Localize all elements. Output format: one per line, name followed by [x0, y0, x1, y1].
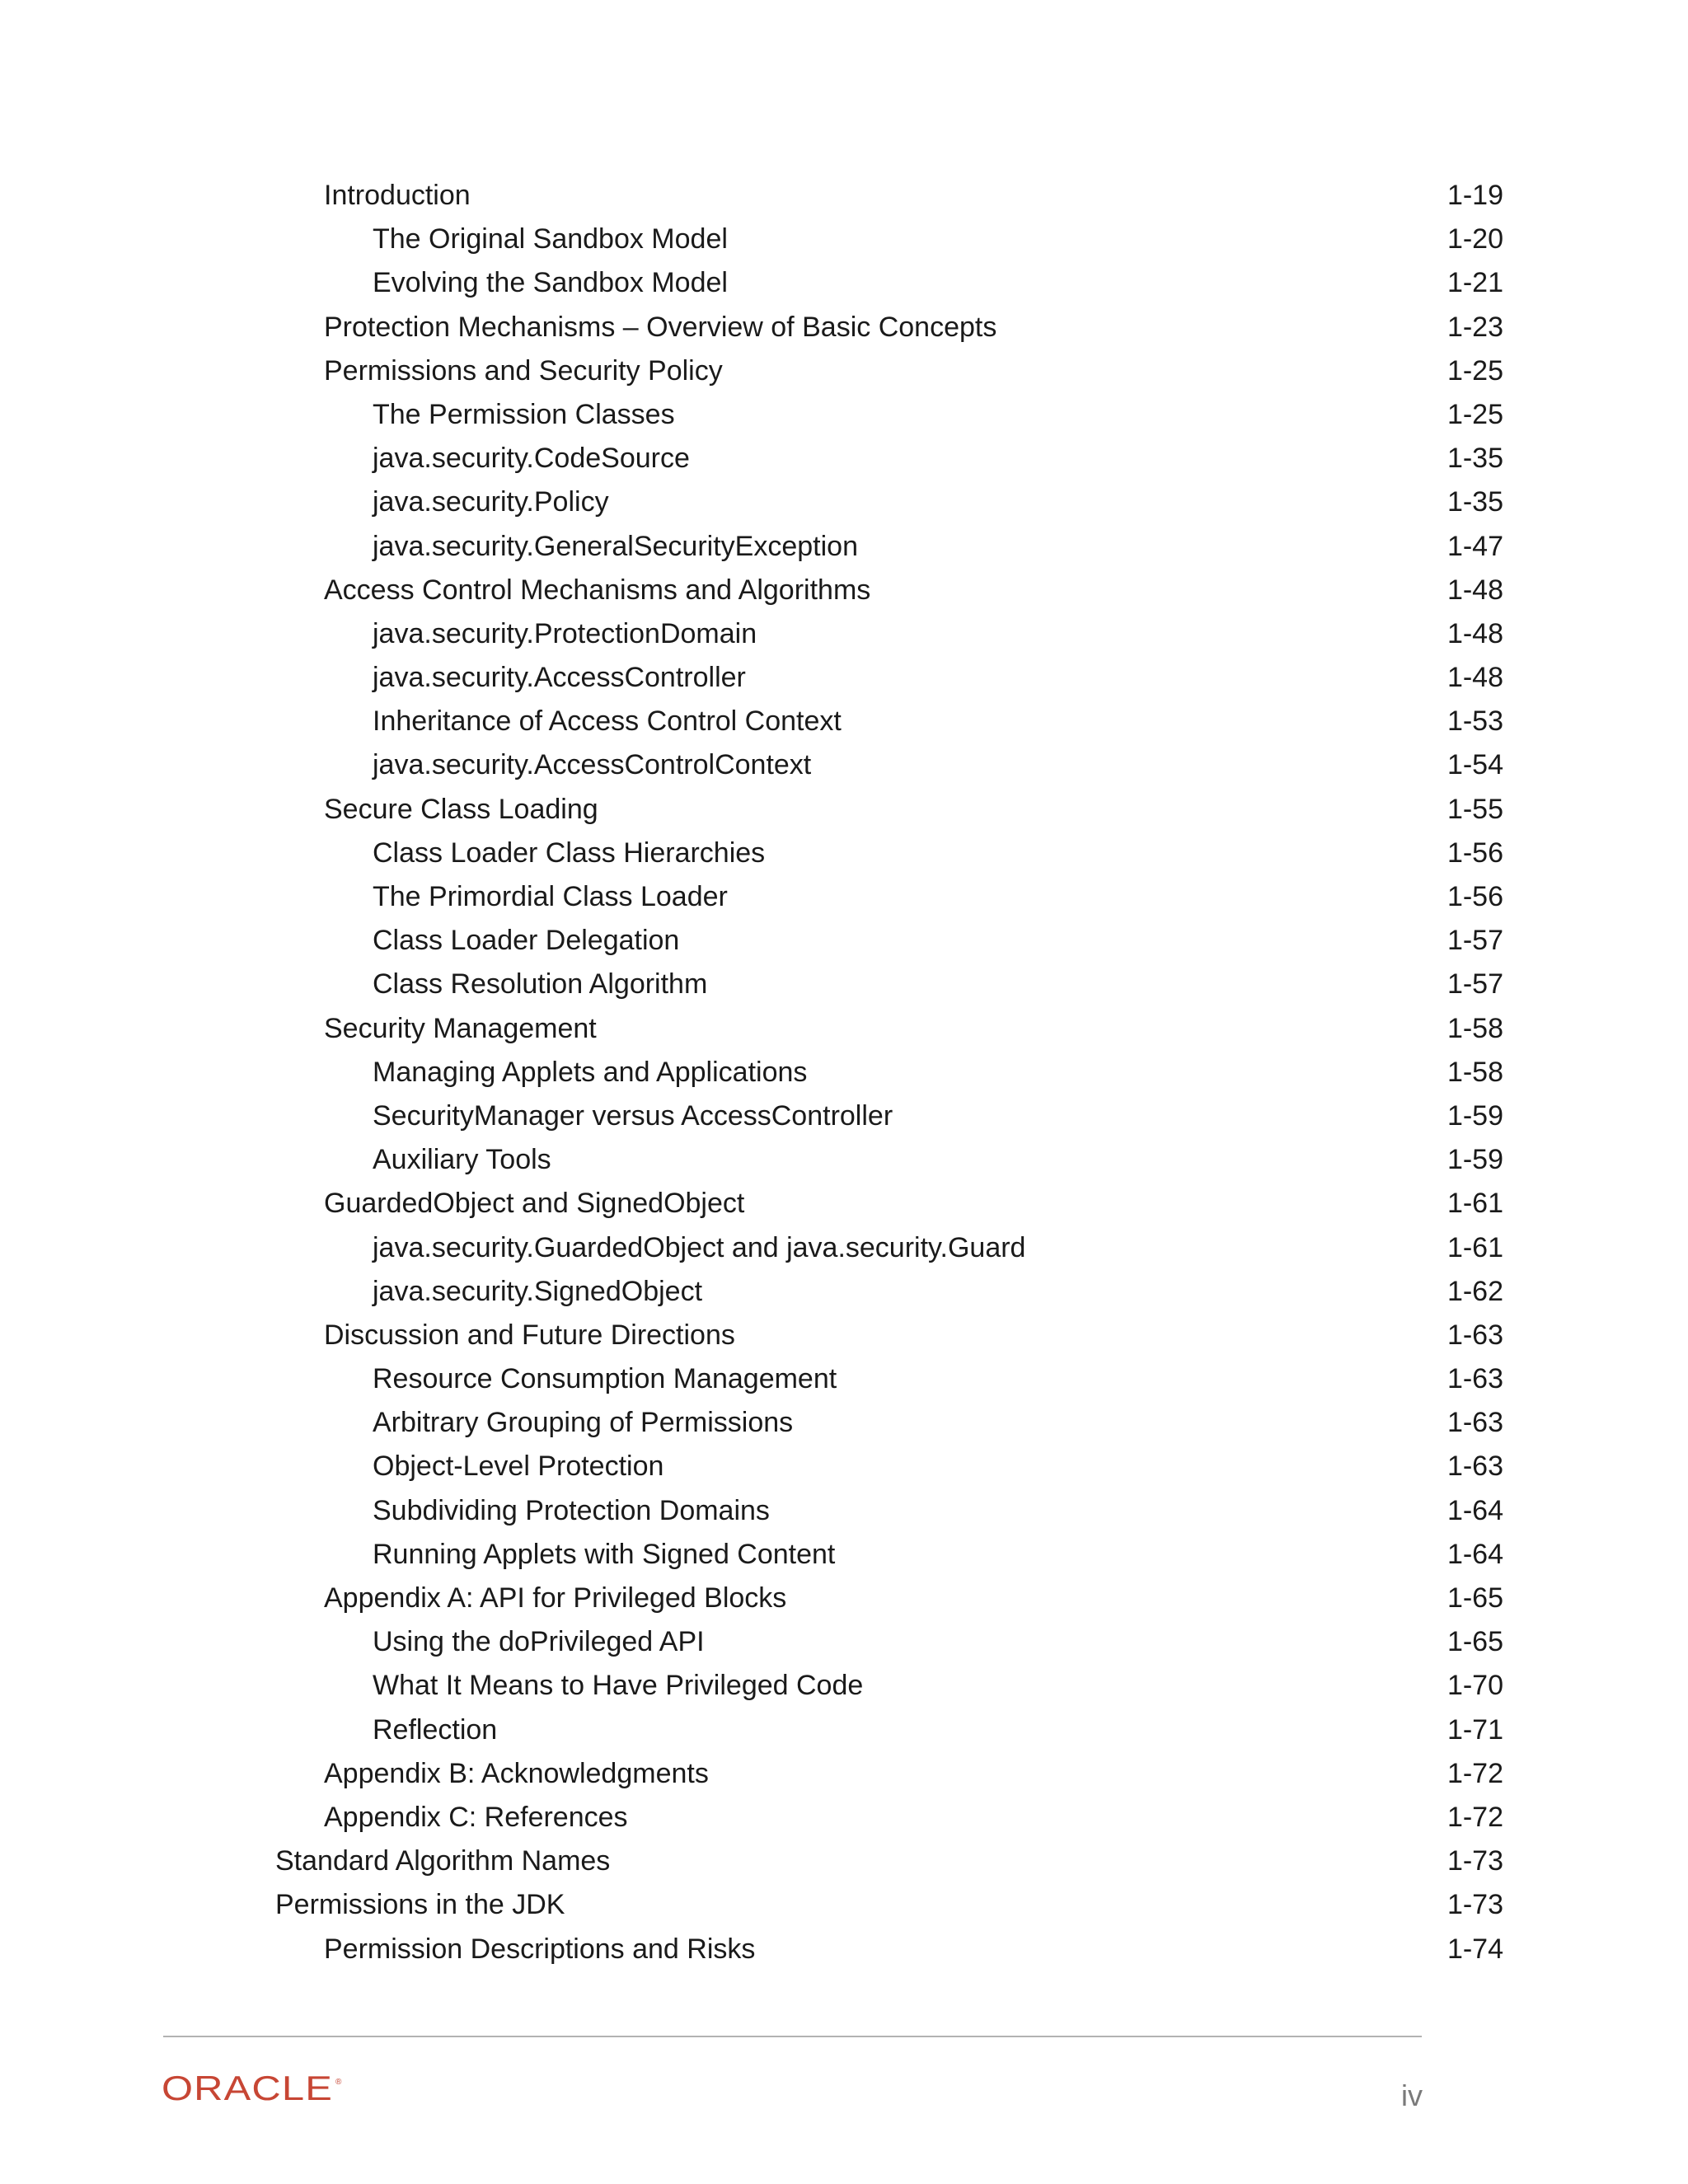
toc-entry[interactable]: [0, 569, 1688, 612]
toc-entry-title[interactable]: Running Applets with Signed Content: [373, 1538, 836, 1570]
toc-entry-title[interactable]: Permissions in the JDK: [275, 1889, 565, 1921]
toc-entry-title[interactable]: Resource Consumption Management: [373, 1363, 837, 1395]
toc-entry-title[interactable]: java.security.CodeSource: [373, 443, 690, 475]
toc-entry-page[interactable]: 1-63: [1447, 1451, 1503, 1483]
toc-entry-page[interactable]: 1-71: [1447, 1713, 1503, 1746]
toc-entry-page[interactable]: 1-56: [1447, 837, 1503, 869]
toc-entry[interactable]: [0, 480, 1688, 524]
toc-entry-title[interactable]: java.security.ProtectionDomain: [373, 617, 757, 649]
toc-entry-page[interactable]: 1-63: [1447, 1407, 1503, 1439]
toc-entry[interactable]: [0, 437, 1688, 480]
toc-entry-title[interactable]: Appendix B: Acknowledgments: [324, 1757, 709, 1789]
toc-entry-page[interactable]: 1-47: [1447, 530, 1503, 562]
toc-entry[interactable]: [0, 349, 1688, 393]
toc-entry-page[interactable]: 1-72: [1447, 1801, 1503, 1833]
toc-entry-page[interactable]: 1-48: [1447, 574, 1503, 606]
toc-entry[interactable]: [0, 1182, 1688, 1226]
oracle-logo-icon: [162, 2074, 346, 2102]
toc-entry[interactable]: [0, 1094, 1688, 1138]
toc-entry[interactable]: [0, 1226, 1688, 1270]
toc-entry-title[interactable]: What It Means to Have Privileged Code: [373, 1670, 864, 1702]
toc-entry-title[interactable]: Class Loader Class Hierarchies: [373, 837, 766, 869]
toc-entry-page[interactable]: 1-53: [1447, 705, 1503, 738]
toc-entry-page[interactable]: 1-19: [1447, 180, 1503, 211]
toc-entry-title[interactable]: Secure Class Loading: [324, 793, 598, 825]
toc-entry[interactable]: [0, 1840, 1688, 1883]
toc-entry-title[interactable]: java.security.SignedObject: [373, 1275, 703, 1307]
toc-entry-title[interactable]: The Original Sandbox Model: [373, 223, 728, 255]
toc-entry-title[interactable]: Inheritance of Access Control Context: [373, 705, 842, 738]
toc-entry[interactable]: [0, 1401, 1688, 1445]
toc-entry[interactable]: [0, 788, 1688, 832]
toc-entry-page[interactable]: 1-35: [1447, 486, 1503, 518]
toc-entry-page[interactable]: 1-21: [1447, 267, 1503, 299]
toc-entry-page[interactable]: 1-56: [1447, 881, 1503, 912]
toc-entry-title[interactable]: Security Management: [324, 1012, 597, 1044]
toc-entry-title[interactable]: java.security.Policy: [373, 486, 609, 518]
toc-entry[interactable]: [0, 174, 1688, 218]
toc-entry[interactable]: [0, 1708, 1688, 1752]
toc-entry[interactable]: [0, 1664, 1688, 1708]
toc-entry-page[interactable]: 1-25: [1447, 398, 1503, 430]
toc-entry[interactable]: [0, 1007, 1688, 1051]
toc-entry-page[interactable]: 1-59: [1447, 1144, 1503, 1176]
toc-entry[interactable]: [0, 1928, 1688, 1971]
toc-entry-page[interactable]: 1-59: [1447, 1099, 1503, 1132]
toc-entry-page[interactable]: 1-65: [1447, 1626, 1503, 1658]
toc-entry-title[interactable]: Access Control Mechanisms and Algorithms: [324, 574, 871, 606]
toc-entry-page[interactable]: 1-64: [1447, 1538, 1503, 1570]
toc-entry-title[interactable]: Using the doPrivileged API: [373, 1626, 705, 1658]
toc-entry-page[interactable]: 1-25: [1447, 354, 1503, 387]
toc-entry-title[interactable]: SecurityManager versus AccessController: [373, 1099, 893, 1132]
toc-entry[interactable]: [0, 1270, 1688, 1314]
toc-entry[interactable]: [0, 393, 1688, 437]
toc-entry-page[interactable]: 1-48: [1447, 662, 1503, 694]
toc-entry-title[interactable]: Arbitrary Grouping of Permissions: [373, 1407, 794, 1439]
toc-entry-page[interactable]: 1-70: [1447, 1670, 1503, 1702]
toc-entry-page[interactable]: 1-61: [1447, 1188, 1503, 1220]
toc-entry-page[interactable]: 1-23: [1447, 311, 1503, 343]
toc-entry-title[interactable]: java.security.GuardedObject and java.security.Guard: [373, 1231, 1026, 1263]
toc-entry-page[interactable]: 1-74: [1447, 1933, 1503, 1965]
toc-entry-page[interactable]: 1-72: [1447, 1757, 1503, 1789]
toc-entry[interactable]: [0, 1489, 1688, 1533]
oracle-logo: [162, 2074, 346, 2102]
toc-entry-title[interactable]: Discussion and Future Directions: [324, 1319, 735, 1351]
toc-entry-page[interactable]: 1-48: [1447, 617, 1503, 649]
toc-entry-title[interactable]: Reflection: [373, 1713, 498, 1746]
toc-entry-title[interactable]: Protection Mechanisms – Overview of Basic Concepts: [324, 311, 997, 343]
toc-entry-page[interactable]: 1-61: [1447, 1231, 1503, 1263]
toc-entry[interactable]: [0, 1445, 1688, 1488]
toc-entry[interactable]: [0, 1138, 1688, 1182]
toc-entry[interactable]: [0, 1752, 1688, 1796]
page-number: iv: [1401, 2079, 1423, 2112]
toc-entry-page[interactable]: 1-73: [1447, 1889, 1503, 1921]
toc-entry-title[interactable]: Class Resolution Algorithm: [373, 968, 708, 1001]
toc-entry-page[interactable]: 1-55: [1447, 793, 1503, 825]
toc-entry[interactable]: [0, 1620, 1688, 1664]
toc-entry[interactable]: [0, 1314, 1688, 1357]
toc-entry-title[interactable]: Subdividing Protection Domains: [373, 1494, 770, 1526]
toc-entry[interactable]: [0, 919, 1688, 963]
toc-entry[interactable]: [0, 743, 1688, 787]
footer-divider: [163, 2036, 1422, 2037]
toc-entry[interactable]: [0, 700, 1688, 743]
toc-entry-page[interactable]: 1-58: [1447, 1056, 1503, 1088]
toc-entry-title[interactable]: Standard Algorithm Names: [275, 1845, 611, 1877]
toc-entry[interactable]: [0, 218, 1688, 261]
toc-entry[interactable]: [0, 306, 1688, 349]
svg-text:®: ®: [335, 2078, 342, 2087]
toc-entry-title[interactable]: java.security.AccessControlContext: [373, 749, 812, 781]
toc-entry-title[interactable]: Object-Level Protection: [373, 1451, 664, 1483]
toc-entry-page[interactable]: 1-62: [1447, 1275, 1503, 1307]
toc-entry-page[interactable]: 1-35: [1447, 443, 1503, 475]
toc-entry-title[interactable]: Class Loader Delegation: [373, 925, 680, 957]
toc-entry-title[interactable]: java.security.AccessController: [373, 662, 746, 694]
toc-entry-page[interactable]: 1-57: [1447, 925, 1503, 957]
toc-entry[interactable]: [0, 1533, 1688, 1577]
svg-text:ORACLE: ORACLE: [162, 2074, 333, 2102]
toc-entry[interactable]: [0, 656, 1688, 700]
toc-entry[interactable]: [0, 525, 1688, 569]
toc-entry-page[interactable]: 1-57: [1447, 968, 1503, 1001]
toc-entry-title[interactable]: The Primordial Class Loader: [373, 881, 728, 912]
toc-entry-title[interactable]: Appendix A: API for Privileged Blocks: [324, 1582, 787, 1614]
toc-entry[interactable]: [0, 1883, 1688, 1927]
toc-entry[interactable]: [0, 832, 1688, 875]
toc-entry[interactable]: [0, 1357, 1688, 1401]
toc-entry-title[interactable]: Managing Applets and Applications: [373, 1056, 808, 1088]
toc-entry-page[interactable]: 1-20: [1447, 223, 1503, 255]
toc-entry-title[interactable]: Permission Descriptions and Risks: [324, 1933, 756, 1965]
toc-entry-page[interactable]: 1-54: [1447, 749, 1503, 781]
toc-entry-title[interactable]: Permissions and Security Policy: [324, 354, 723, 387]
toc-entry[interactable]: [0, 875, 1688, 919]
toc-entry[interactable]: [0, 1796, 1688, 1840]
toc-entry[interactable]: [0, 1577, 1688, 1620]
toc-entry-page[interactable]: 1-63: [1447, 1363, 1503, 1395]
toc-entry-page[interactable]: 1-73: [1447, 1845, 1503, 1877]
toc-entry-title[interactable]: java.security.GeneralSecurityException: [373, 530, 858, 562]
table-of-contents: [0, 174, 1688, 1971]
toc-entry-title[interactable]: Introduction: [324, 180, 471, 211]
toc-entry-title[interactable]: Appendix C: References: [324, 1801, 628, 1833]
toc-entry-title[interactable]: Auxiliary Tools: [373, 1144, 551, 1176]
toc-entry[interactable]: [0, 963, 1688, 1006]
toc-entry-title[interactable]: Evolving the Sandbox Model: [373, 267, 728, 299]
toc-entry-page[interactable]: 1-65: [1447, 1582, 1503, 1614]
toc-entry-page[interactable]: 1-64: [1447, 1494, 1503, 1526]
toc-entry[interactable]: [0, 612, 1688, 656]
toc-entry[interactable]: [0, 1051, 1688, 1094]
toc-entry-title[interactable]: The Permission Classes: [373, 398, 675, 430]
toc-entry-title[interactable]: GuardedObject and SignedObject: [324, 1188, 745, 1220]
toc-entry-page[interactable]: 1-63: [1447, 1319, 1503, 1351]
toc-entry-page[interactable]: 1-58: [1447, 1012, 1503, 1044]
toc-entry[interactable]: [0, 261, 1688, 305]
